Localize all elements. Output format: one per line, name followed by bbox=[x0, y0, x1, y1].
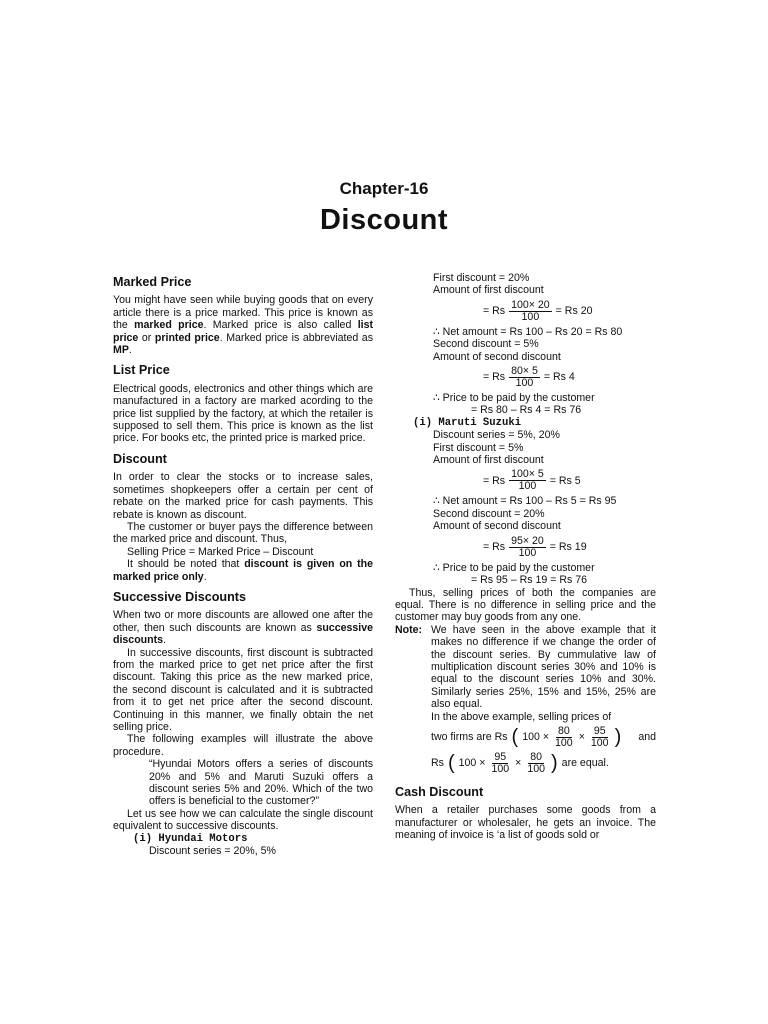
list-price-paragraph: Electrical goods, electronics and other things which are manufactured in a factory are marked acording to the price list supplied by the factory, at which the retailer is supposed to sell them. This price is known as the list price. For books etc, the printed price is marked price. bbox=[113, 382, 373, 445]
m-price-paid: ∴ Price to be paid by the customer bbox=[433, 561, 595, 574]
cash-discount-paragraph: When a retailer purchases some goods from a manufacturer or wholesaler, he gets an invoice. The meaning of invoice is ‘a list of goods sold or bbox=[395, 804, 656, 842]
m-net-amount: ∴ Net amount = Rs 100 – Rs 5 = Rs 95 bbox=[433, 495, 617, 508]
note-text-2: In the above example, selling prices of bbox=[431, 710, 612, 723]
firm-expression-1: two firms are Rs ( 100 × $\frac{80}{100}$ × $\frac{95}{100}$ ) and bbox=[431, 724, 656, 749]
h-net-amount: ∴ Net amount = Rs 100 – Rs 20 = Rs 80 bbox=[433, 325, 623, 338]
chapter-title: Discount bbox=[319, 204, 449, 236]
note-text: We have seen in the above example that it makes no difference if we change the order of the discount series. By cummulative law of multiplication discount series 30% and 10% is equal to the discount series 10% and 30%. Similarly series 25%, 15% and 15%, 25% are also equal. bbox=[431, 623, 656, 711]
h-first-discount: First discount = 20% bbox=[433, 272, 530, 284]
chapter-number: Chapter-16 bbox=[339, 179, 429, 198]
m-equation-2: = Rs $\frac{95\times 20}{100}$ = Rs 19 bbox=[483, 534, 587, 559]
successive-paragraph-2: In successive discounts, first discount is subtracted from the marked price to get net price after the first discount. Taking this price as the new marked price, the second discount is calculated and it is subtracted from it to get net price after the second discount. Continuing in this manner, we finally obtain the net selling price. bbox=[113, 646, 373, 733]
successive-paragraph-4: Let us see how we can calculate the single discount equivalent to successive discounts. bbox=[113, 807, 373, 833]
discount-paragraph: In order to clear the stocks or to increase sales, sometimes shopkeepers offer a certain per cent of rebate on the marked price for cash payments. This rebate is known as discount. bbox=[113, 471, 373, 521]
successive-discounts-heading: Successive Discounts bbox=[113, 589, 246, 604]
m-equation-1: = Rs $\frac{100\times 5}{100}$ = Rs 5 bbox=[483, 468, 581, 493]
cash-discount-heading: Cash Discount bbox=[395, 784, 484, 799]
left-column bbox=[113, 272, 373, 857]
m-second-discount: Second discount = 20% bbox=[433, 507, 545, 520]
hyundai-series: Discount series = 20%, 5% bbox=[149, 845, 276, 858]
maruti-heading: (i) Maruti Suzuki bbox=[413, 416, 522, 429]
hyundai-heading: (i) Hyundai Motors bbox=[133, 832, 248, 845]
discount-heading: Discount bbox=[113, 451, 167, 466]
m-series: Discount series = 5%, 20% bbox=[433, 429, 560, 442]
h-price-paid: ∴ Price to be paid by the customer bbox=[433, 392, 595, 405]
h-second-discount: Second discount = 5% bbox=[433, 338, 539, 351]
marked-price-heading: Marked Price bbox=[113, 275, 192, 289]
selling-price-formula: Selling Price = Marked Price – Discount bbox=[127, 545, 314, 558]
m-amount-first: Amount of first discount bbox=[433, 454, 544, 467]
successive-paragraph-3: The following examples will illustrate the above procedure. bbox=[113, 733, 373, 758]
successive-paragraph-1: When two or more discounts are allowed one after the other, then such discounts are known as successive discounts. bbox=[113, 609, 373, 647]
right-column bbox=[395, 272, 656, 842]
m-price-paid-value: = Rs 95 – Rs 19 = Rs 76 bbox=[471, 574, 588, 587]
m-amount-second: Amount of second discount bbox=[433, 520, 561, 533]
example-question: “Hyundai Motors offers a series of discounts 20% and 5% and Maruti Suzuki offers a discount series 5% and 20%. Which of the two offers is beneficial to the customer?” bbox=[149, 758, 373, 808]
thus-paragraph: Thus, selling prices of both the companies are equal. There is no difference in selling price and the customer may buy goods from any one. bbox=[395, 586, 656, 624]
h-amount-second: Amount of second discount bbox=[433, 350, 561, 363]
h-equation-1: = Rs $\frac{100\times 20}{100}$ = Rs 20 bbox=[483, 298, 593, 323]
marked-price-paragraph: You might have seen while buying goods that on every article there is a price marked. This price is known as the marked price. Marked price is also called list price or printed price. Marked price is abbreviated as MP. bbox=[113, 294, 374, 357]
h-price-paid-value: = Rs 80 – Rs 4 = Rs 76 bbox=[471, 404, 582, 417]
note-block bbox=[395, 624, 656, 778]
discount-paragraph-2: The customer or buyer pays the difference between the marked price and discount. Thus, bbox=[113, 520, 373, 546]
m-first-discount: First discount = 5% bbox=[433, 441, 524, 454]
h-equation-2: = Rs $\frac{80\times 5}{100}$ = Rs 4 bbox=[483, 365, 575, 390]
h-amount-first: Amount of first discount bbox=[433, 284, 544, 297]
list-price-heading: List Price bbox=[113, 363, 170, 378]
discount-note: It should be noted that discount is given on the marked price only. bbox=[113, 558, 373, 583]
note-label: Note: bbox=[395, 623, 423, 636]
firm-expression-2: Rs ( 100 × $\frac{95}{100}$ × $\frac{80}{100}$ ) are equal. bbox=[431, 750, 609, 775]
